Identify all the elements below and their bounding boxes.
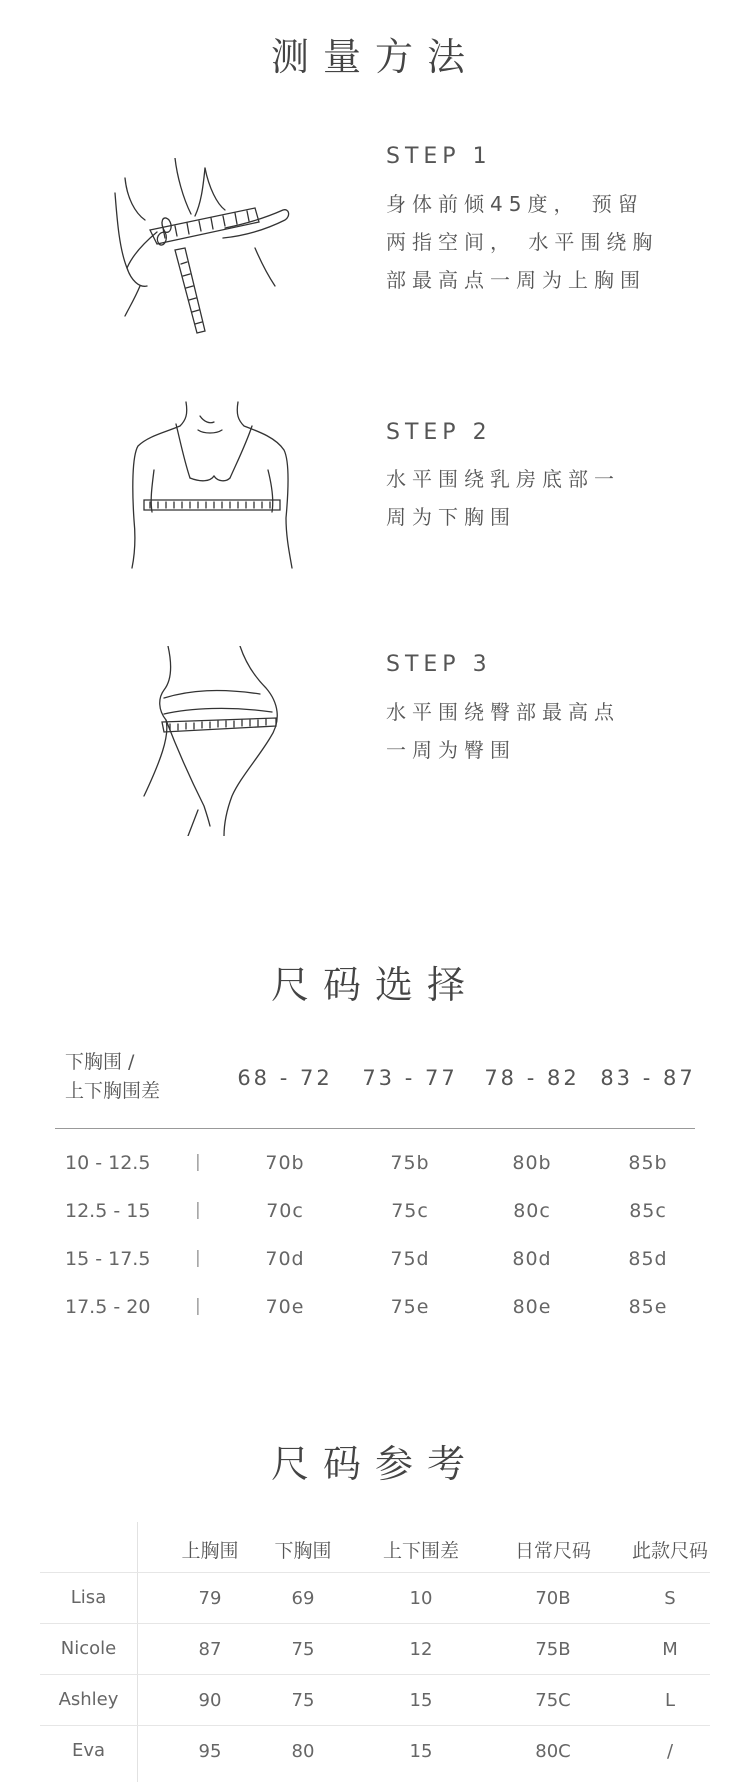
reference-column: 上胸围 [181,1540,239,1562]
hip-measure-illustration [140,646,290,836]
reference-cell: 80C [535,1741,571,1762]
size-chart-range: 17.5 - 20 [65,1296,151,1318]
table-row [40,1725,710,1777]
reference-cell: 69 [291,1588,315,1609]
table-row [55,1248,695,1278]
size-chart-cell: 70d [265,1248,305,1270]
size-chart-divider [55,1128,695,1129]
size-chart-cell: 75b [390,1152,430,1174]
size-chart-cell: 85c [629,1200,667,1222]
reference-name: Ashley [58,1689,119,1710]
table-row [40,1674,710,1726]
size-chart-separator: | [195,1152,201,1172]
reference-cell: 75C [535,1690,571,1711]
size-chart-cell: 85e [628,1296,668,1318]
step-2-label: STEP 2 [386,420,492,445]
reference-header [40,1522,710,1572]
reference-cell: 87 [198,1639,222,1660]
reference-title: 尺码参考 [270,1442,479,1486]
reference-cell: 79 [198,1588,222,1609]
reference-column: 上下围差 [382,1540,459,1562]
table-row [40,1572,710,1624]
size-chart-cell: 75e [390,1296,430,1318]
reference-cell: M [662,1639,678,1660]
reference-cell: L [664,1690,676,1711]
reference-column: 此款尺码 [631,1540,708,1562]
reference-name: Nicole [60,1638,117,1659]
reference-cell: 95 [198,1741,222,1762]
reference-cell: 75 [291,1639,315,1660]
reference-cell: 75 [291,1690,315,1711]
size-chart-cell: 70e [265,1296,305,1318]
upper-bust-measure-illustration [105,158,295,338]
reference-cell: / [666,1741,674,1762]
size-chart-cell: 85b [628,1152,668,1174]
size-chart-separator: | [195,1200,201,1220]
under-bust-measure-illustration [130,400,300,570]
reference-cell: S [664,1588,676,1609]
reference-cell: 75B [535,1639,571,1660]
table-row [55,1152,695,1182]
size-chart-column: 78 - 82 [484,1066,580,1090]
size-chart-cell: 75d [390,1248,430,1270]
step-1-label: STEP 1 [386,144,492,169]
table-row [55,1200,695,1230]
size-chart-cell: 80e [512,1296,552,1318]
reference-cell: 10 [409,1588,433,1609]
size-chart-cell: 70c [266,1200,304,1222]
step-1-description: 身体前倾45度， 预留 两指空间， 水平围绕胸 部最高点一周为上胸围 [386,192,659,292]
reference-cell: 15 [409,1741,433,1762]
size-chart-column: 68 - 72 [237,1066,333,1090]
reference-name: Eva [71,1740,106,1761]
size-chart-cell: 85d [628,1248,668,1270]
size-chart-cell: 70b [265,1152,305,1174]
size-chart-cell: 80b [512,1152,552,1174]
size-chart-range: 10 - 12.5 [65,1152,151,1174]
size-chart-separator: | [195,1296,201,1316]
reference-column: 下胸围 [274,1540,332,1562]
measure-title: 测量方法 [270,35,479,79]
reference-cell: 70B [535,1588,571,1609]
reference-column: 日常尺码 [514,1540,591,1562]
step-3-description: 水平围绕臀部最高点 一周为臀围 [386,700,620,762]
reference-cell: 90 [198,1690,222,1711]
size-chart-row-header: 下胸围 / 上下胸围差 [65,1051,161,1102]
step-3-label: STEP 3 [386,652,492,677]
size-chart-column: 73 - 77 [362,1066,458,1090]
size-chart-column: 83 - 87 [600,1066,696,1090]
size-chart-cell: 75c [391,1200,429,1222]
size-chart-separator: | [195,1248,201,1268]
size-chart-range: 12.5 - 15 [65,1200,151,1222]
table-row [55,1296,695,1326]
size-chart-cell: 80d [512,1248,552,1270]
reference-name: Lisa [70,1587,107,1608]
size-chart-title: 尺码选择 [270,963,479,1007]
size-chart-range: 15 - 17.5 [65,1248,151,1270]
size-chart-cell: 80c [513,1200,551,1222]
size-chart-header [55,1048,695,1118]
reference-cell: 15 [409,1690,433,1711]
reference-cell: 80 [291,1741,315,1762]
reference-cell: 12 [409,1639,433,1660]
step-2-description: 水平围绕乳房底部一 周为下胸围 [386,467,620,529]
table-row [40,1623,710,1675]
